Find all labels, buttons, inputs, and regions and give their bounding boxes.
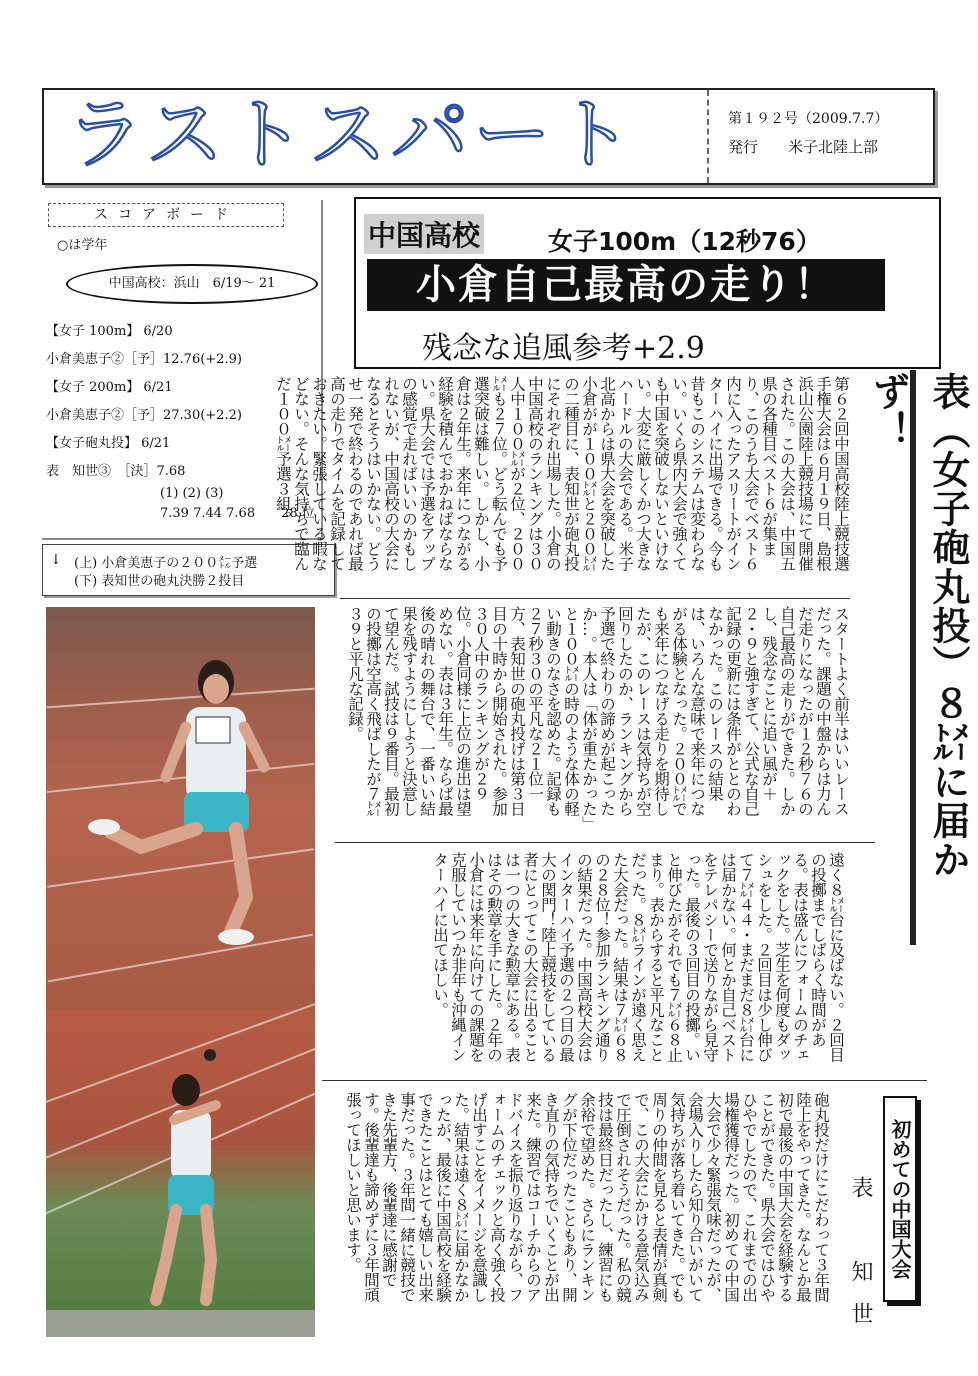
meet-info: 中国高校：浜山 6/19～ 21 (66, 264, 318, 304)
photo-caption-bottom: (下) 表知世の砲丸決勝２投目 (74, 574, 245, 589)
column-label: 初めての中国大会 (883, 1096, 917, 1302)
headline-subtitle: 残念な追風参考+2.9 (422, 331, 705, 366)
scoreboard-note: ○は学年 (57, 238, 108, 253)
result-line: 表 知世③ ［決］7.68 (46, 464, 186, 479)
article-1: 第６２回中国高校陸上競技選手権大会は６月１９日、島根浜山公園陸上競技場にて開催された。この大会は、中国五県の各種目ベスト６が集まり、このうち大会でベスト６内に入ったアスリートがインターハイに出場できる。今も昔もこのシステムは変わらない。いくら県内大会で強くても中国を突破しないといけない。大変に厳しくかつ大きなハードルの大会である。米子北高からは県大会を突破した小倉がが１００㍍と２００㍍の二種目に、表知世が砲丸投にそれぞれ出場した。小倉の中国高校のランキングは３０人中１００㍍が２位、２００㍍も２７位。どう転んでも予選突破は難しい。しかし、小倉は２年生。来年につながる経験を積んでおかねばならない。県大会では予選をアップの感覚で走ればいいのかもしれないが、中国高校の大会になるとそうはいかない。どうせ一発で終わるのであれば最高の走りでタイムを記録しておきたい。緊張している暇などない。そんな気持ちで臨んだ１００㍍予選３組。 (274, 376, 850, 571)
divider (335, 842, 875, 843)
column-author: 表 知世 (848, 1176, 873, 1344)
result-line: 小倉美恵子②［予］27.30(+2.2) (46, 408, 242, 423)
headline-main: 小倉自己最高の走り！ (367, 259, 885, 311)
column-body: 砲丸投だけにこだわって３年間陸上をやってきた。なんとか最初で最後の中国大会を経験することができた。県大会ではひやひやでしたので、これまでの出場権獲得だった。初めての中国大会で少々緊張気味だったが、会場入りしたら知り合いがいて気持ちが落ち着いてきた。でも周りの仲間を見ると表情が真剣で、この大会にかける意気込みで圧倒されそうだった。私の競技は最終日だったし、練習にも余裕で望めた。さらにランキングが下位だったこともあり、開き直りの気持ちでいくことが出来た。練習ではコーチからのアドバイスを振り返りながら、フォームのチェックと高く強く投げ出すことをイメージを意識した。結果は遠く８㍍に届かなかったが、最後に中国高校を経験できたことはとても嬉しい出来事だった。３年間一緒に競技できた先輩方、後輩達に感謝です。後輩達も諦めずに３年間頑張ってほしいと思います。 (344, 1092, 830, 1302)
publisher: 発行 米子北陸上部 (728, 138, 879, 156)
result-line: (1) (2) (3) (160, 486, 224, 501)
headline-kicker: 中国高校 (364, 214, 484, 254)
result-line: 【女子砲丸投】 6/21 (46, 436, 171, 451)
shot-put-photo (46, 1010, 315, 1337)
divider (322, 1080, 927, 1081)
headline-event: 女子100m（12秒76） (548, 227, 821, 256)
sprinter-figure (46, 607, 315, 1010)
article-3: 遠く８㍍台に及ばない。２回目の投擲までしばらく時間がある。表は盛んにフォームのチェックをした。芝生を何度もダッシュをした。２回目は少し伸びて７㍍４４・まだまだ８㍍台には届かない。何とか自己ベストをテレパシーで送りながら見守った。最後の３回目の投擲。いと伸びたがそれでも７㍍６８止まり。表からすると平凡なことだった。８㍍ラインが遠く思えた大会だった。結果は７㍍６８の２８位！参加ランキング通りの結果だった。中国高校大会はインターハイ予選の２つ目の最大の関門！陸上競技をしている者にとってこの大会に出ることは一つの大きな勲章にある。表はその勲章を手にした。２年の小倉には来年に向けての課題を克服していつか非年も沖縄インターハイに出てほしい。 (431, 852, 845, 1062)
newsletter-title: ラストスパート (66, 90, 637, 180)
sprinter-photo (46, 607, 315, 1010)
result-line: 小倉美恵子②［予］12.76(+2.9) (46, 352, 242, 367)
photo-caption-top: (上) 小倉美恵子の２００㍍予選 (74, 556, 258, 571)
side-headline: 表（女子砲丸投）８㍍に届かず！ (866, 372, 970, 879)
down-arrow-icon: ↓ (50, 552, 62, 568)
result-line: 7.39 7.44 7.68 28 位 (160, 506, 315, 521)
result-line: 【女子 200m】 6/21 (46, 380, 173, 395)
article-2: スタートよく前半はいいレースだった。課題の中盤からは力んだ走りになったが１２秒７６の自己最高の走りができた。しかし、残念なことに追い風が＋２・９と強すぎて、公式な自己記録の更新には条件がととのわなかった。このレースの結果は、いろんな意味で来年につながる体験となった。２００㍍でも来年につなげる走りを期待したが、このレースは気持ちが空回りしたのか、ランキングから予選で終わりの諦めが起こったか…。本人は「体が重たかった」と１００㍍の時のような体の軽い動きのなさを認めた。記録も２７秒３０の平凡な２１位一方、表知世の砲丸投げは第３日目の十時から開始された。参加３０人中のランキングが２９位。小倉同様に上位の進出は望めない。表は３年生。ならば最後の晴れの舞台で、一番いい結果を残すようにしようと決意して望んだ。試技は９番目。最初の投擲は空高く飛ばしたが７㍍３９と平凡な記録。 (346, 606, 850, 824)
divider (340, 598, 850, 599)
shot-putter-figure (46, 1010, 315, 1337)
scoreboard-title: スコアボード (48, 203, 284, 227)
issue-number: 第１９２号（2009.7.7） (728, 111, 889, 127)
result-line: 【女子 100m】 6/20 (46, 324, 173, 339)
